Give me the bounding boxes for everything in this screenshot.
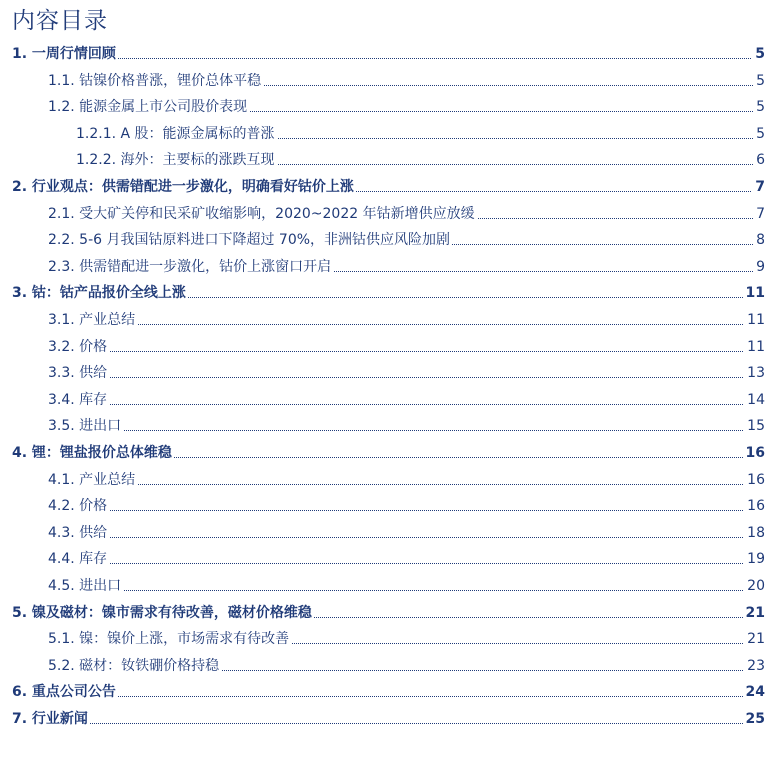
- toc-entry[interactable]: [0, 175, 773, 201]
- toc-entry-page[interactable]: 25: [743, 710, 765, 728]
- toc-entry-page[interactable]: 16: [744, 497, 765, 515]
- toc-entry-label[interactable]: 4.2. 价格: [48, 498, 108, 515]
- toc-entry-label[interactable]: 1.1. 钴镍价格普涨，锂价总体平稳: [48, 72, 262, 89]
- toc-entry[interactable]: [0, 680, 773, 706]
- toc-entry[interactable]: [0, 441, 773, 467]
- toc-entry[interactable]: [0, 122, 773, 148]
- toc-leader-dots: [12, 723, 763, 724]
- toc-entry-label[interactable]: 2.2. 5-6 月我国钴原料进口下降超过 70%，非洲钴供应风险加剧: [48, 232, 451, 249]
- toc-entry[interactable]: [0, 281, 773, 307]
- toc-entry-page[interactable]: 11: [744, 311, 765, 329]
- toc-entry-label[interactable]: 2.1. 受大矿关停和民采矿收缩影响，2020~2022 年钴新增供应放缓: [48, 205, 475, 222]
- toc-entry-label[interactable]: 1. 一周行情回顾: [12, 46, 116, 62]
- toc-entry-label[interactable]: 6. 重点公司公告: [12, 684, 116, 701]
- toc-entry-page[interactable]: 15: [744, 417, 765, 435]
- toc-entry-label[interactable]: 2. 行业观点：供需错配进一步激化，明确看好钴价上涨: [12, 179, 354, 195]
- toc-entry-page[interactable]: 19: [744, 550, 765, 568]
- toc-entry[interactable]: [0, 521, 773, 547]
- toc-entry[interactable]: [0, 494, 773, 520]
- toc-entry-page[interactable]: 18: [744, 524, 765, 542]
- toc-entry-page[interactable]: 23: [744, 657, 765, 675]
- toc-entry[interactable]: [0, 468, 773, 494]
- toc-entry-label[interactable]: 7. 行业新闻: [12, 711, 88, 727]
- toc-title: 内容目录: [12, 8, 108, 34]
- toc-entry-label[interactable]: 3.3. 供给: [48, 365, 108, 382]
- toc-entry-page[interactable]: 24: [743, 683, 765, 701]
- toc-entry-page[interactable]: 7: [753, 205, 765, 223]
- toc-leader-dots: [48, 377, 763, 378]
- toc-entry-page[interactable]: 11: [743, 284, 765, 302]
- toc-leader-dots: [12, 58, 763, 59]
- toc-entry[interactable]: [0, 547, 773, 573]
- toc-entry-label[interactable]: 3. 钴：钴产品报价全线上涨: [12, 285, 186, 302]
- toc-entry-page[interactable]: 5: [752, 45, 765, 63]
- toc-entry[interactable]: [0, 228, 773, 254]
- toc-entry[interactable]: [0, 574, 773, 600]
- toc-entry-label[interactable]: 5.2. 磁材：钕铁硼价格持稳: [48, 657, 220, 674]
- toc-leader-dots: [48, 430, 763, 431]
- toc-leader-dots: [48, 510, 763, 511]
- toc-leader-dots: [48, 563, 763, 564]
- toc-entry[interactable]: [0, 69, 773, 95]
- toc-entry-label[interactable]: 4.4. 库存: [48, 551, 108, 568]
- toc-entry-page[interactable]: 16: [744, 471, 765, 489]
- toc-entry-label[interactable]: 3.4. 库存: [48, 391, 108, 408]
- toc-entry[interactable]: [0, 148, 773, 174]
- toc-leader-dots: [48, 404, 763, 405]
- toc-leader-dots: [48, 537, 763, 538]
- toc-entry[interactable]: [0, 361, 773, 387]
- toc-entry[interactable]: [0, 95, 773, 121]
- toc-entry-label[interactable]: 1.2.1. A 股：能源金属标的普涨: [76, 125, 275, 142]
- toc-entry-page[interactable]: 8: [753, 231, 765, 249]
- toc-leader-dots: [48, 590, 763, 591]
- toc-entry-page[interactable]: 16: [743, 444, 765, 462]
- toc-leader-dots: [48, 351, 763, 352]
- toc-entry-page[interactable]: 6: [753, 151, 765, 169]
- toc-entry-page[interactable]: 20: [744, 577, 765, 595]
- toc-entry-page[interactable]: 5: [753, 98, 765, 116]
- toc-entry[interactable]: [0, 414, 773, 440]
- toc-entry-page[interactable]: 7: [752, 178, 765, 196]
- toc-entry-label[interactable]: 5.1. 镍：镍价上涨，市场需求有待改善: [48, 631, 290, 648]
- toc-entry-label[interactable]: 4.3. 供给: [48, 524, 108, 541]
- toc-entry[interactable]: [0, 42, 773, 68]
- toc-entry-label[interactable]: 3.1. 产业总结: [48, 312, 136, 328]
- toc-entry[interactable]: [0, 627, 773, 653]
- toc-entry[interactable]: [0, 202, 773, 228]
- toc-entry-page[interactable]: 21: [743, 604, 765, 622]
- toc-entry-page[interactable]: 9: [753, 258, 765, 276]
- toc-entry[interactable]: [0, 654, 773, 680]
- toc-entry[interactable]: [0, 601, 773, 627]
- toc-entry[interactable]: [0, 707, 773, 733]
- toc-entry-label[interactable]: 1.2.2. 海外：主要标的涨跌互现: [76, 152, 275, 169]
- toc-entry-page[interactable]: 21: [744, 630, 765, 648]
- toc-entry-label[interactable]: 4.1. 产业总结: [48, 471, 136, 488]
- toc-entry[interactable]: [0, 335, 773, 361]
- toc-entry-label[interactable]: 4. 锂：锂盐报价总体维稳: [12, 445, 172, 461]
- toc-leader-dots: [48, 484, 763, 485]
- toc-entry[interactable]: [0, 255, 773, 281]
- toc-entry-page[interactable]: 14: [744, 391, 765, 409]
- toc-entry[interactable]: [0, 308, 773, 334]
- toc-leader-dots: [12, 696, 763, 697]
- toc-entry-label[interactable]: 5. 镍及磁材：镍市需求有待改善，磁材价格维稳: [12, 604, 312, 621]
- toc-entry-label[interactable]: 4.5. 进出口: [48, 578, 122, 594]
- toc-entry-label[interactable]: 2.3. 供需错配进一步激化，钴价上涨窗口开启: [48, 258, 332, 275]
- toc-entry-label[interactable]: 1.2. 能源金属上市公司股价表现: [48, 99, 248, 116]
- toc-entry-label[interactable]: 3.5. 进出口: [48, 418, 122, 435]
- toc-entry-page[interactable]: 5: [753, 125, 765, 143]
- toc-entry[interactable]: [0, 388, 773, 414]
- toc-leader-dots: [48, 324, 763, 325]
- toc-entry-page[interactable]: 11: [744, 338, 765, 356]
- toc-entry-page[interactable]: 5: [753, 72, 765, 90]
- toc-entry-page[interactable]: 13: [744, 364, 765, 382]
- toc-entry-label[interactable]: 3.2. 价格: [48, 338, 108, 355]
